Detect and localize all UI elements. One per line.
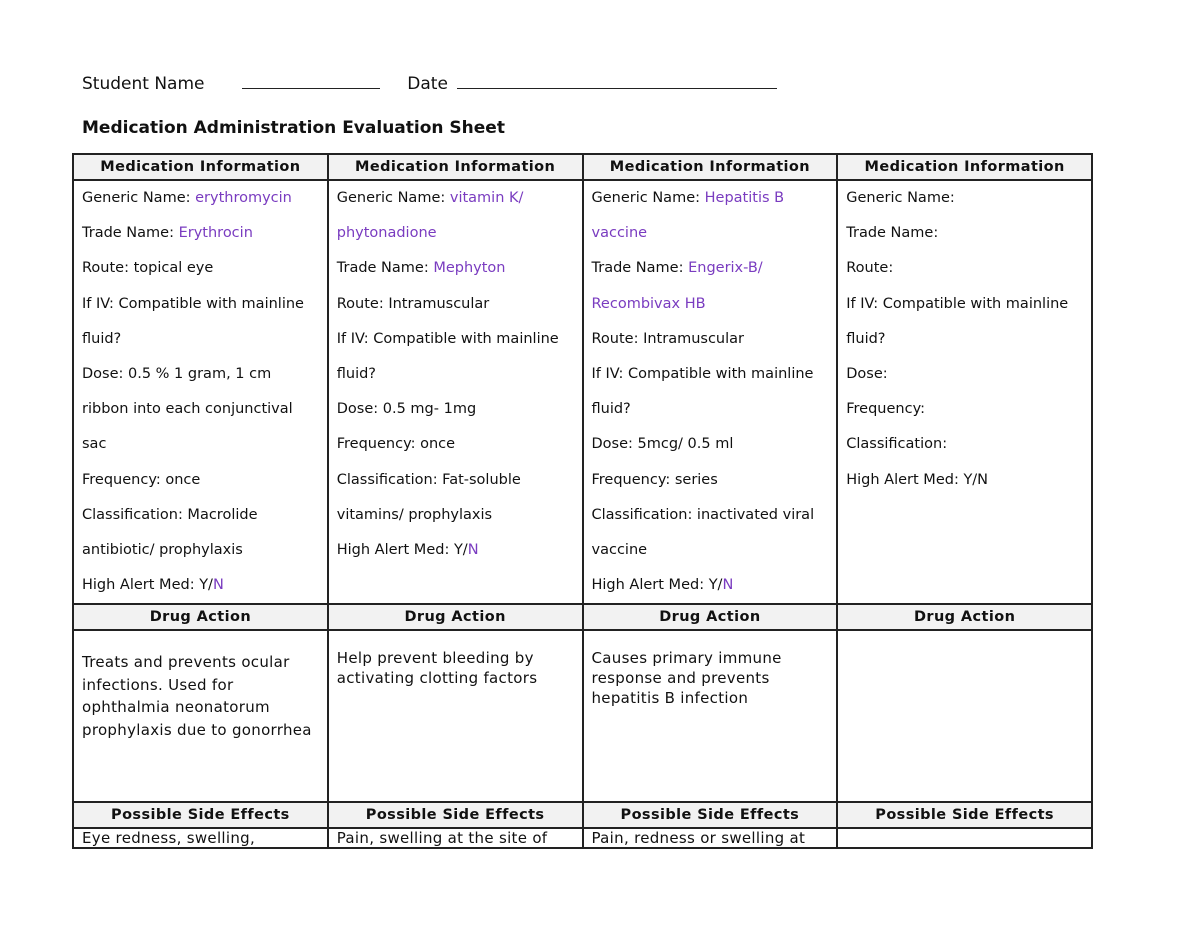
med-info-value: vaccine [591,225,648,242]
med-info-line [82,533,319,568]
drug-action-header-row [73,604,1092,630]
side-effects-header: Possible Side Effects [837,802,1092,828]
med-info-line [592,427,829,462]
drug-action-header: Drug Action [583,604,838,630]
med-info-line [82,287,319,322]
drug-action-text: Help prevent bleeding by activating clotting factors [336,649,538,688]
med-info-line [592,251,829,286]
med-info-label: ribbon into each conjunctival [82,401,293,418]
med-info-line [592,568,829,603]
med-info-label: Dose: 5mcg/ 0.5 ml [591,436,734,453]
med-info-label: Frequency: once [82,471,201,488]
med-info-label: Frequency: [846,401,925,418]
med-info-line [337,322,574,357]
med-info-cell [73,180,328,604]
med-info-label: Trade Name: [846,225,939,242]
side-effects-cell: Eye redness, swelling, [73,828,328,848]
med-info-line [846,392,1083,427]
med-info-label: sac [82,436,107,453]
med-info-cell [837,180,1092,604]
med-info-line [337,392,574,427]
med-info-line [592,216,829,251]
med-info-value: N [722,577,734,594]
med-info-label: High Alert Med: Y/N [846,471,989,488]
med-info-line [592,181,829,216]
med-info-line [82,357,319,392]
med-info-label: Route: Intramuscular [336,295,490,312]
side-effects-header: Possible Side Effects [73,802,328,828]
med-info-line [592,357,829,392]
med-info-label: If IV: Compatible with mainline [82,295,304,312]
med-info-label: antibiotic/ prophylaxis [82,542,243,559]
med-info-line [337,463,574,498]
med-info-label: Dose: 0.5 % 1 gram, 1 cm [82,366,272,383]
med-info-line [592,463,829,498]
med-info-line [82,216,319,251]
drug-action-header: Drug Action [328,604,583,630]
med-info-line [82,251,319,286]
med-info-label: High Alert Med: Y/ [82,577,213,594]
medication-table [72,153,1093,849]
med-info-label: Route: topical eye [82,260,214,277]
med-info-value: erythromycin [195,190,292,206]
med-info-label: Generic Name: [846,190,955,206]
med-info-label: Route: [846,260,894,277]
med-info-line [82,322,319,357]
med-info-line [337,498,574,533]
side-effects-cell: Pain, redness or swelling at [583,828,838,848]
drug-action-cell [583,630,838,802]
med-info-label: fluid? [846,330,886,347]
side-effects-header: Possible Side Effects [328,802,583,828]
med-info-value: Engerix-B/ [688,260,763,277]
side-effects-cell: Pain, swelling at the site of [328,828,583,848]
med-info-line [592,533,829,568]
med-info-label: High Alert Med: Y/ [336,542,468,559]
med-info-value: Erythrocin [178,225,253,242]
med-info-label: Frequency: series [591,471,718,488]
med-info-value: N [467,542,479,559]
med-info-line [337,357,574,392]
sheet-title: Medication Administration Evaluation Sheet [82,118,505,138]
med-info-line [592,392,829,427]
med-info-line [592,498,829,533]
med-info-label: Trade Name: [336,260,434,277]
med-info-line [337,251,574,286]
med-info-line [82,392,319,427]
med-info-line [846,287,1083,322]
med-info-header: Medication Information [73,154,328,180]
student-name-label: Student Name [82,74,205,94]
med-info-label: fluid? [591,401,631,418]
med-info-value: phytonadione [336,225,437,242]
med-info-label: Trade Name: [591,260,689,277]
med-info-label: vitamins/ prophylaxis [336,506,493,523]
med-info-line [337,216,574,251]
med-info-line [846,181,1083,216]
med-info-line [82,181,319,216]
med-info-line [846,427,1083,462]
med-info-label: If IV: Compatible with mainline [846,295,1069,312]
date-blank[interactable] [457,74,777,89]
med-info-label: Generic Name: [591,190,705,206]
drug-action-cell [837,630,1092,802]
student-name-blank[interactable] [242,74,380,89]
header-line [82,74,777,94]
med-info-label: High Alert Med: Y/ [591,577,723,594]
med-info-line [592,287,829,322]
med-info-line [592,322,829,357]
med-info-value: Hepatitis B [704,190,785,206]
med-info-header: Medication Information [583,154,838,180]
med-info-line [337,181,574,216]
med-info-value: vitamin K/ [449,190,524,206]
drug-action-cell [328,630,583,802]
med-info-label: Dose: 0.5 mg- 1mg [336,401,477,418]
med-info-line [846,357,1083,392]
med-info-label: Route: Intramuscular [591,330,744,347]
med-info-line [846,216,1083,251]
med-info-line [846,251,1083,286]
date-label: Date [407,74,448,94]
med-info-label: Generic Name: [82,190,196,206]
side-effects-cell [837,828,1092,848]
med-info-label: Classification: Fat-soluble [336,471,521,488]
med-info-line [82,427,319,462]
med-info-label: Trade Name: [82,225,179,242]
drug-action-header: Drug Action [73,604,328,630]
med-info-header: Medication Information [837,154,1092,180]
side-effects-header-row [73,802,1092,828]
side-effects-header: Possible Side Effects [583,802,838,828]
med-info-label: vaccine [591,542,648,559]
med-info-line [846,463,1083,498]
med-info-row [73,180,1092,604]
drug-action-row [73,630,1092,802]
med-info-value: N [212,577,224,594]
med-info-label: If IV: Compatible with mainline [591,366,814,383]
med-info-label: fluid? [336,366,377,383]
drug-action-text: Treats and prevents ocular infections. Used for ophthalmia neonatorum prophylaxis due to gonorrhea [82,653,312,739]
med-info-label: Classification: inactivated viral [591,506,815,523]
drug-action-header: Drug Action [837,604,1092,630]
med-info-label: Generic Name: [336,190,450,206]
med-info-line [337,533,574,568]
med-info-header: Medication Information [328,154,583,180]
med-info-label: fluid? [82,330,122,347]
drug-action-text: Causes primary immune response and prevents hepatitis B infection [591,649,782,708]
med-info-line [337,427,574,462]
med-info-line [82,463,319,498]
med-info-value: Recombivax HB [591,295,706,312]
med-info-header-row [73,154,1092,180]
med-info-label: Classification: [846,436,948,453]
side-effects-row [73,828,1092,848]
med-info-line [82,498,319,533]
med-info-label: Dose: [846,366,888,383]
med-info-line [82,568,319,603]
med-info-value: Mephyton [433,260,506,277]
med-info-label: Frequency: once [336,436,456,453]
med-info-cell [328,180,583,604]
med-info-cell [583,180,838,604]
med-info-label: Classification: Macrolide [82,506,258,523]
med-info-line [337,287,574,322]
med-info-line [846,322,1083,357]
med-info-label: If IV: Compatible with mainline [336,330,559,347]
drug-action-cell [73,630,328,802]
